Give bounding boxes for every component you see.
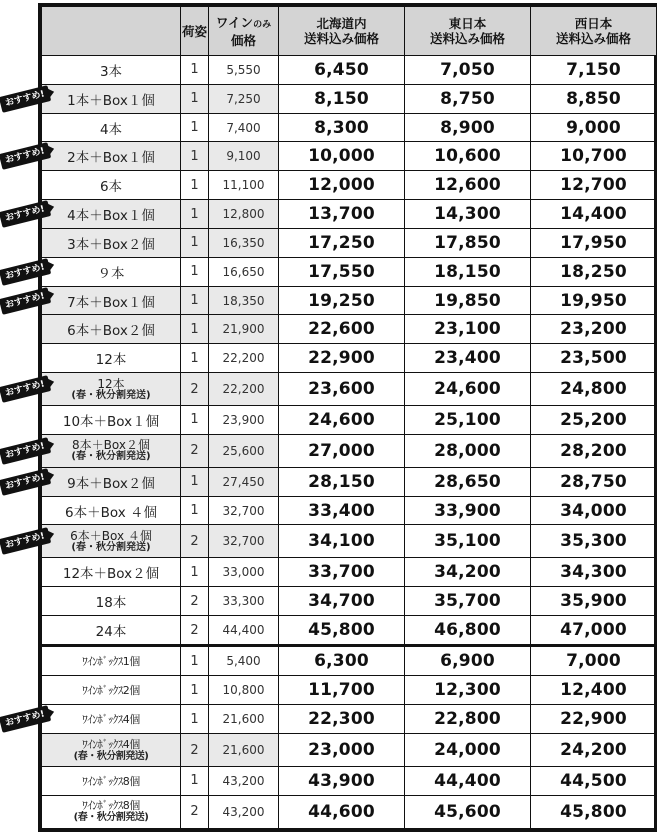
price-table — [41, 6, 657, 829]
split-shipping-note: (春・秋分割発送) — [73, 812, 149, 824]
wine-only-price: 7,400 — [209, 113, 279, 142]
package-count: 1 — [181, 558, 209, 587]
product-name: 12本 — [95, 352, 127, 369]
hokkaido-price: 22,600 — [279, 315, 405, 344]
product-name: 3本 — [99, 63, 123, 80]
hokkaido-price: 8,300 — [279, 113, 405, 142]
product-name-cell — [42, 406, 181, 435]
product-name: 6本 — [99, 179, 123, 196]
west-japan-price: 22,900 — [531, 705, 657, 734]
west-japan-price: 8,850 — [531, 84, 657, 113]
product-name-cell — [42, 496, 181, 525]
table-row — [42, 496, 657, 525]
hokkaido-price: 6,300 — [279, 646, 405, 676]
east-japan-price: 12,600 — [405, 171, 531, 200]
east-japan-price: 6,900 — [405, 646, 531, 676]
east-japan-price: 8,750 — [405, 84, 531, 113]
header-wine-only: のみ — [253, 19, 272, 30]
header-west-region: 西日本 — [574, 16, 613, 31]
table-row — [42, 344, 657, 373]
table-row — [42, 142, 657, 171]
header-hokkaido-note: 送料込み価格 — [303, 31, 379, 46]
header-hokkaido-region: 北海道内 — [316, 16, 367, 31]
product-name-cell — [42, 373, 181, 406]
wine-only-price: 16,350 — [209, 228, 279, 257]
hokkaido-price: 10,000 — [279, 142, 405, 171]
east-japan-price: 10,600 — [405, 142, 531, 171]
table-row — [42, 84, 657, 113]
package-count: 1 — [181, 676, 209, 705]
header-west — [531, 7, 657, 56]
package-count: 1 — [181, 257, 209, 286]
package-count: 2 — [181, 587, 209, 616]
east-japan-price: 23,400 — [405, 344, 531, 373]
product-name: ﾜｲﾝﾎﾞｯｸｽ1個 — [82, 655, 140, 669]
product-name: 8本＋Box２個 — [72, 438, 150, 453]
table-row — [42, 373, 657, 406]
product-name: 4本 — [99, 121, 123, 138]
east-japan-price: 8,900 — [405, 113, 531, 142]
west-japan-price: 23,500 — [531, 344, 657, 373]
split-shipping-note: (春・秋分割発送) — [71, 451, 151, 463]
product-name-cell — [42, 257, 181, 286]
wine-only-price: 44,400 — [209, 616, 279, 646]
product-name: 18本 — [95, 595, 127, 612]
product-name-cell — [42, 142, 181, 171]
west-japan-price: 19,950 — [531, 286, 657, 315]
east-japan-price: 45,600 — [405, 795, 531, 828]
west-japan-price: 14,400 — [531, 200, 657, 229]
product-name-cell — [42, 558, 181, 587]
west-japan-price: 44,500 — [531, 767, 657, 796]
recommend-badge: おすすめ! — [0, 287, 51, 315]
product-name-cell — [42, 171, 181, 200]
package-count: 2 — [181, 795, 209, 828]
east-japan-price: 44,400 — [405, 767, 531, 796]
wine-only-price: 33,000 — [209, 558, 279, 587]
hokkaido-price: 33,700 — [279, 558, 405, 587]
package-count: 1 — [181, 113, 209, 142]
hokkaido-price: 43,900 — [279, 767, 405, 796]
table-row — [42, 315, 657, 344]
header-hokkaido — [279, 7, 405, 56]
package-count: 2 — [181, 434, 209, 467]
wine-only-price: 5,400 — [209, 646, 279, 676]
east-japan-price: 28,000 — [405, 434, 531, 467]
package-count: 1 — [181, 315, 209, 344]
west-japan-price: 12,700 — [531, 171, 657, 200]
west-japan-price: 17,950 — [531, 228, 657, 257]
hokkaido-price: 28,150 — [279, 467, 405, 496]
table-row — [42, 676, 657, 705]
hokkaido-price: 23,600 — [279, 373, 405, 406]
west-japan-price: 10,700 — [531, 142, 657, 171]
package-count: 1 — [181, 84, 209, 113]
product-name: ﾜｲﾝﾎﾞｯｸｽ2個 — [82, 684, 140, 698]
east-japan-price: 46,800 — [405, 616, 531, 646]
product-name-cell — [42, 734, 181, 767]
west-japan-price: 45,800 — [531, 795, 657, 828]
hokkaido-price: 11,700 — [279, 676, 405, 705]
table-row — [42, 406, 657, 435]
product-name-cell — [42, 525, 181, 558]
wine-only-price: 43,200 — [209, 795, 279, 828]
east-japan-price: 33,900 — [405, 496, 531, 525]
west-japan-price: 12,400 — [531, 676, 657, 705]
wine-only-price: 5,550 — [209, 56, 279, 85]
wine-only-price: 9,100 — [209, 142, 279, 171]
product-name-cell — [42, 795, 181, 828]
west-japan-price: 34,300 — [531, 558, 657, 587]
west-japan-price: 24,200 — [531, 734, 657, 767]
product-name-cell — [42, 676, 181, 705]
east-japan-price: 19,850 — [405, 286, 531, 315]
table-row — [42, 587, 657, 616]
recommend-badge: おすすめ! — [0, 200, 51, 228]
east-japan-price: 35,100 — [405, 525, 531, 558]
product-name-cell — [42, 616, 181, 646]
hokkaido-price: 33,400 — [279, 496, 405, 525]
east-japan-price: 35,700 — [405, 587, 531, 616]
header-west-note: 送料込み価格 — [555, 31, 631, 46]
product-name: 7本＋Box１個 — [67, 294, 155, 311]
wine-only-price: 33,300 — [209, 587, 279, 616]
hokkaido-price: 45,800 — [279, 616, 405, 646]
product-name: 6本＋Box ４個 — [70, 528, 152, 543]
east-japan-price: 14,300 — [405, 200, 531, 229]
package-count: 2 — [181, 525, 209, 558]
table-row — [42, 558, 657, 587]
product-name-cell — [42, 228, 181, 257]
product-name: 2本＋Box１個 — [67, 150, 155, 167]
table-row — [42, 467, 657, 496]
product-name: 12本＋Box２個 — [62, 566, 160, 583]
header-east-region: 東日本 — [448, 16, 487, 31]
wine-only-price: 18,350 — [209, 286, 279, 315]
west-japan-price: 23,200 — [531, 315, 657, 344]
west-japan-price: 35,300 — [531, 525, 657, 558]
east-japan-price: 24,600 — [405, 373, 531, 406]
product-name: ﾜｲﾝﾎﾞｯｸｽ4個 — [82, 737, 140, 751]
product-name: ﾜｲﾝﾎﾞｯｸｽ8個 — [82, 774, 140, 788]
package-count: 1 — [181, 344, 209, 373]
price-table-frame — [38, 3, 657, 832]
table-row — [42, 434, 657, 467]
table-row — [42, 257, 657, 286]
hokkaido-price: 22,900 — [279, 344, 405, 373]
product-name-cell — [42, 56, 181, 85]
split-shipping-note: (春・秋分割発送) — [71, 541, 151, 553]
package-count: 1 — [181, 406, 209, 435]
wine-only-price: 32,700 — [209, 525, 279, 558]
package-count: 1 — [181, 646, 209, 676]
wine-only-price: 10,800 — [209, 676, 279, 705]
wine-only-price: 22,200 — [209, 344, 279, 373]
hokkaido-price: 19,250 — [279, 286, 405, 315]
product-name: ９本 — [97, 265, 125, 282]
package-count: 1 — [181, 56, 209, 85]
header-pack — [181, 7, 209, 56]
hokkaido-price: 13,700 — [279, 200, 405, 229]
wine-only-price: 21,600 — [209, 705, 279, 734]
west-japan-price: 18,250 — [531, 257, 657, 286]
hokkaido-price: 6,450 — [279, 56, 405, 85]
west-japan-price: 35,900 — [531, 587, 657, 616]
hokkaido-price: 22,300 — [279, 705, 405, 734]
wine-only-price: 43,200 — [209, 767, 279, 796]
wine-only-price: 27,450 — [209, 467, 279, 496]
product-name-cell — [42, 705, 181, 734]
header-east-note: 送料込み価格 — [429, 31, 505, 46]
product-name: ﾜｲﾝﾎﾞｯｸｽ4個 — [82, 713, 140, 727]
hokkaido-price: 44,600 — [279, 795, 405, 828]
product-name-cell — [42, 434, 181, 467]
table-row — [42, 228, 657, 257]
east-japan-price: 22,800 — [405, 705, 531, 734]
package-count: 2 — [181, 373, 209, 406]
west-japan-price: 24,800 — [531, 373, 657, 406]
package-count: 1 — [181, 171, 209, 200]
product-name-cell — [42, 646, 181, 676]
hokkaido-price: 17,250 — [279, 228, 405, 257]
header-east — [405, 7, 531, 56]
west-japan-price: 9,000 — [531, 113, 657, 142]
east-japan-price: 7,050 — [405, 56, 531, 85]
east-japan-price: 28,650 — [405, 467, 531, 496]
table-row — [42, 56, 657, 85]
header-wine-label: ワイン — [215, 14, 254, 30]
hokkaido-price: 34,100 — [279, 525, 405, 558]
recommend-badge: おすすめ! — [0, 527, 51, 555]
product-name-cell — [42, 767, 181, 796]
wine-only-price: 21,900 — [209, 315, 279, 344]
wine-only-price: 23,900 — [209, 406, 279, 435]
table-row — [42, 286, 657, 315]
product-name: 6本＋Box ４個 — [65, 504, 157, 521]
product-name-cell — [42, 200, 181, 229]
product-name-cell — [42, 344, 181, 373]
recommend-badge: おすすめ! — [0, 437, 51, 465]
recommend-badge: おすすめ! — [0, 705, 51, 733]
product-name: 12本 — [97, 376, 125, 391]
header-name — [42, 7, 181, 56]
wine-only-price: 25,600 — [209, 434, 279, 467]
table-row — [42, 767, 657, 796]
product-name-cell — [42, 84, 181, 113]
table-row — [42, 200, 657, 229]
product-name-cell — [42, 467, 181, 496]
table-row — [42, 171, 657, 200]
hokkaido-price: 24,600 — [279, 406, 405, 435]
header-wine-price-label: 価格 — [230, 32, 256, 48]
wine-only-price: 12,800 — [209, 200, 279, 229]
hokkaido-price: 34,700 — [279, 587, 405, 616]
hokkaido-price: 23,000 — [279, 734, 405, 767]
package-count: 2 — [181, 734, 209, 767]
price-rows — [42, 56, 657, 829]
product-name: 24本 — [95, 624, 127, 641]
product-name: 10本＋Box１個 — [62, 413, 160, 430]
product-name: 4本＋Box１個 — [67, 208, 155, 225]
table-row — [42, 734, 657, 767]
product-name: 6本＋Box２個 — [67, 323, 155, 340]
product-name-cell — [42, 315, 181, 344]
east-japan-price: 23,100 — [405, 315, 531, 344]
product-name-cell — [42, 587, 181, 616]
table-row — [42, 795, 657, 828]
east-japan-price: 24,000 — [405, 734, 531, 767]
east-japan-price: 17,850 — [405, 228, 531, 257]
table-row — [42, 616, 657, 646]
header-wine-price — [209, 7, 279, 56]
package-count: 1 — [181, 496, 209, 525]
west-japan-price: 47,000 — [531, 616, 657, 646]
product-name: 3本＋Box２個 — [67, 236, 155, 253]
product-name-cell — [42, 113, 181, 142]
east-japan-price: 34,200 — [405, 558, 531, 587]
wine-only-price: 16,650 — [209, 257, 279, 286]
table-row — [42, 646, 657, 676]
wine-only-price: 22,200 — [209, 373, 279, 406]
west-japan-price: 25,200 — [531, 406, 657, 435]
table-row — [42, 525, 657, 558]
table-row — [42, 705, 657, 734]
east-japan-price: 18,150 — [405, 257, 531, 286]
product-name: 1本＋Box１個 — [67, 92, 155, 109]
split-shipping-note: (春・秋分割発送) — [73, 750, 149, 762]
recommend-badge: おすすめ! — [0, 85, 51, 113]
hokkaido-price: 27,000 — [279, 434, 405, 467]
recommend-badge: おすすめ! — [0, 375, 51, 403]
hokkaido-price: 12,000 — [279, 171, 405, 200]
west-japan-price: 28,200 — [531, 434, 657, 467]
wine-only-price: 11,100 — [209, 171, 279, 200]
product-name: ﾜｲﾝﾎﾞｯｸｽ8個 — [82, 799, 140, 813]
hokkaido-price: 17,550 — [279, 257, 405, 286]
wine-only-price: 21,600 — [209, 734, 279, 767]
package-count: 1 — [181, 286, 209, 315]
package-count: 1 — [181, 705, 209, 734]
header-row — [42, 7, 657, 56]
east-japan-price: 25,100 — [405, 406, 531, 435]
package-count: 1 — [181, 228, 209, 257]
package-count: 2 — [181, 616, 209, 646]
west-japan-price: 7,150 — [531, 56, 657, 85]
east-japan-price: 12,300 — [405, 676, 531, 705]
recommend-badge: おすすめ! — [0, 258, 51, 286]
package-count: 1 — [181, 142, 209, 171]
table-row — [42, 113, 657, 142]
package-count: 1 — [181, 467, 209, 496]
split-shipping-note: (春・秋分割発送) — [71, 389, 151, 401]
product-name: 9本＋Box２個 — [67, 475, 155, 492]
hokkaido-price: 8,150 — [279, 84, 405, 113]
west-japan-price: 7,000 — [531, 646, 657, 676]
recommend-badge: おすすめ! — [0, 142, 51, 170]
west-japan-price: 34,000 — [531, 496, 657, 525]
wine-only-price: 7,250 — [209, 84, 279, 113]
recommend-badge: おすすめ! — [0, 468, 51, 496]
package-count: 1 — [181, 200, 209, 229]
west-japan-price: 28,750 — [531, 467, 657, 496]
wine-only-price: 32,700 — [209, 496, 279, 525]
product-name-cell — [42, 286, 181, 315]
header-pack-label: 荷姿 — [181, 23, 207, 39]
package-count: 1 — [181, 767, 209, 796]
